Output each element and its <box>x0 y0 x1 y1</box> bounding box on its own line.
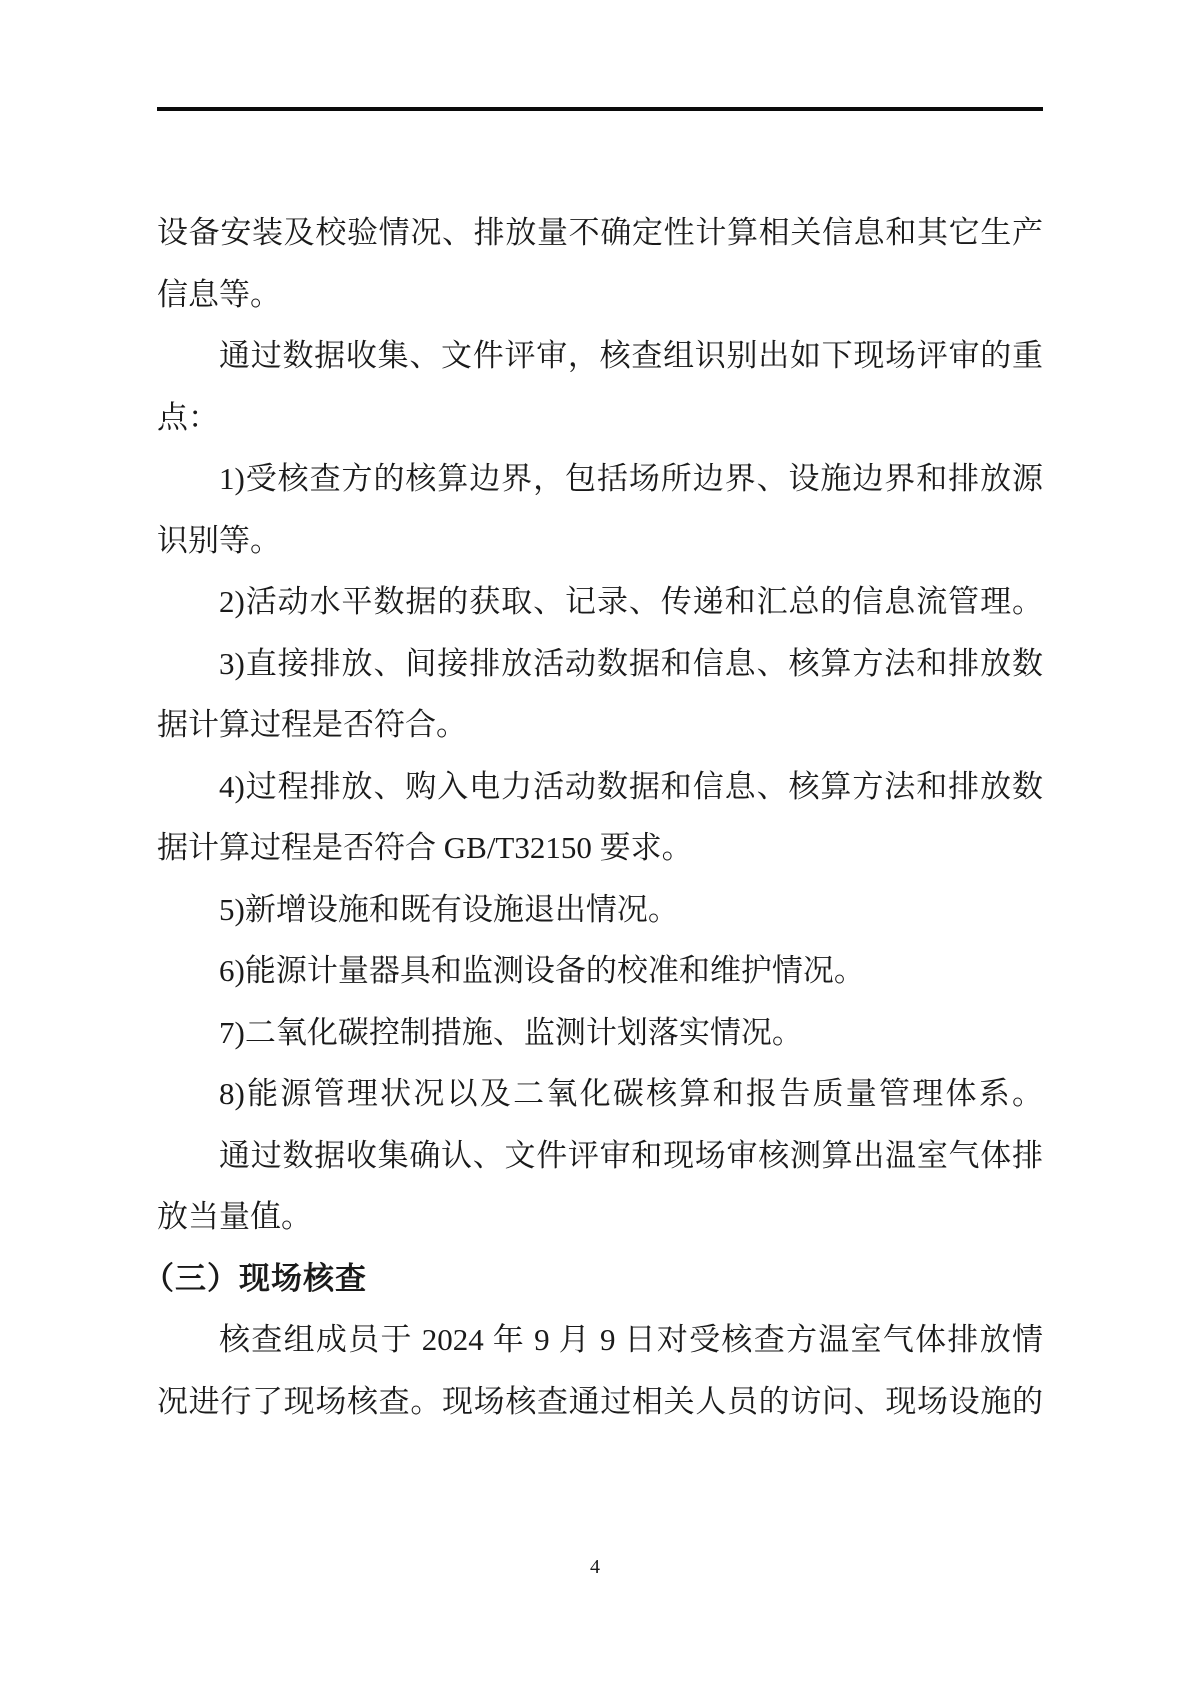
text-line: 8)能源管理状况以及二氧化碳核算和报告质量管理体系。 <box>219 1076 1043 1111</box>
text-line: 4)过程排放、购入电力活动数据和信息、核算方法和排放数 <box>219 768 1043 804</box>
page-footer <box>0 1553 1190 1581</box>
text-line: 点： <box>157 399 219 435</box>
text-line: 信息等。 <box>157 276 281 312</box>
text-line: 通过数据收集、文件评审，核查组识别出如下现场评审的重 <box>219 338 1043 373</box>
header-rule <box>157 107 1043 111</box>
text-line: 放当量值。 <box>157 1199 312 1234</box>
text-line: 6)能源计量器具和监测设备的校准和维护情况。 <box>219 953 865 988</box>
text-line: 1)受核查方的核算边界，包括场所边界、设施边界和排放源 <box>219 461 1043 496</box>
section-heading: （三）现场核查 <box>143 1260 367 1296</box>
page-number: 4 <box>590 1556 600 1578</box>
text-line: 通过数据收集确认、文件评审和现场审核测算出温室气体排 <box>219 1137 1043 1173</box>
text-line: 识别等。 <box>157 522 281 558</box>
text-line: 核查组成员于 2024 年 9 月 9 日对受核查方温室气体排放情 <box>219 1322 1043 1357</box>
text-line: 5)新增设施和既有设施退出情况。 <box>219 891 679 927</box>
text-line: 7)二氧化碳控制措施、监测计划落实情况。 <box>219 1014 803 1050</box>
text-line: 据计算过程是否符合。 <box>157 707 467 742</box>
text-line: 2)活动水平数据的获取、记录、传递和汇总的信息流管理。 <box>219 584 1043 619</box>
text-line: 3)直接排放、间接排放活动数据和信息、核算方法和排放数 <box>219 645 1043 681</box>
text-line: 据计算过程是否符合 GB/T32150 要求。 <box>157 830 693 865</box>
text-line: 设备安装及校验情况、排放量不确定性计算相关信息和其它生产 <box>157 215 1043 250</box>
document-body <box>143 202 1043 1432</box>
text-line: 况进行了现场核查。现场核查通过相关人员的访问、现场设施的 <box>157 1383 1043 1419</box>
